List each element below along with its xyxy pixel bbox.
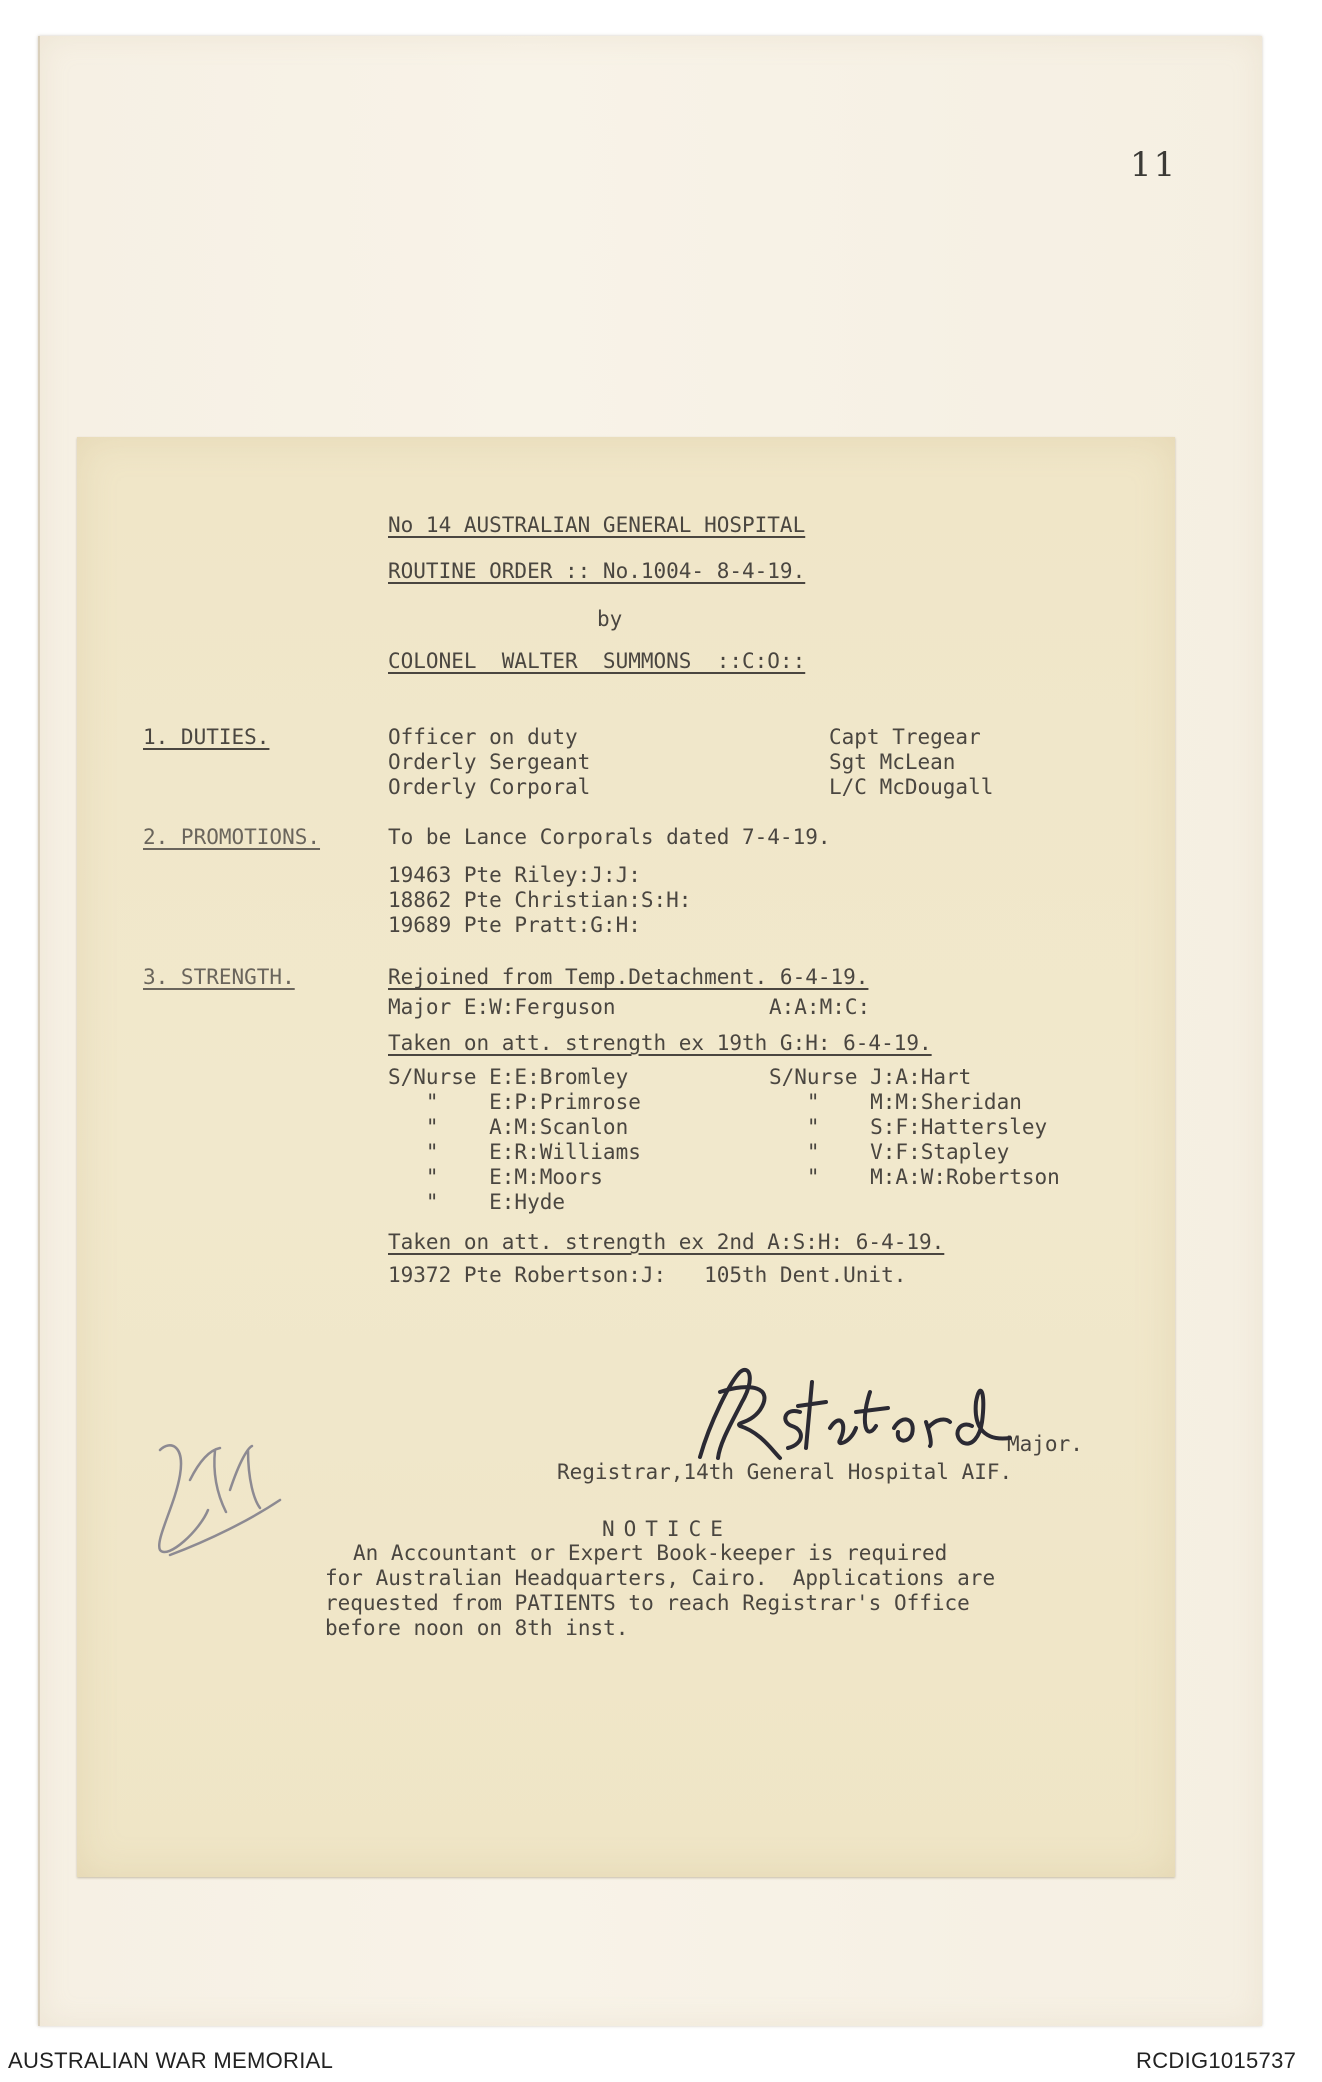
pencil-initials-mark — [130, 1420, 290, 1570]
footer-reference-id: RCDIG1015737 — [1136, 2048, 1297, 2073]
rejoined-name: Major E:W:Ferguson — [388, 995, 616, 1019]
duty-role: Orderly Sergeant — [388, 750, 591, 774]
notice-line: An Accountant or Expert Book-keeper is required — [353, 1541, 948, 1565]
promotions-heading: 2. PROMOTIONS. — [143, 825, 321, 849]
promoted-soldier: 18862 Pte Christian:S:H: — [388, 888, 692, 912]
attached-2nd-entry: 19372 Pte Robertson:J: 105th Dent.Unit. — [388, 1263, 907, 1287]
handwritten-signature — [680, 1362, 1020, 1472]
promoted-soldier: 19689 Pte Pratt:G:H: — [388, 913, 641, 937]
nurse-entry: " E:M:Moors — [388, 1165, 603, 1189]
page-number: 11 — [1130, 145, 1178, 185]
hospital-title: No 14 AUSTRALIAN GENERAL HOSPITAL — [388, 513, 806, 537]
nurse-entry: " S:F:Hattersley — [769, 1115, 1048, 1139]
duty-name: Capt Tregear — [829, 725, 981, 749]
commander-line: COLONEL WALTER SUMMONS ::C:O:: — [388, 649, 806, 673]
nurse-entry: " V:F:Stapley — [769, 1140, 1010, 1164]
rejoined-corps: A:A:M:C: — [769, 995, 871, 1019]
duty-name: L/C McDougall — [829, 775, 994, 799]
nurse-entry: " M:M:Sheridan — [769, 1090, 1022, 1114]
nurse-entry: " E:P:Primrose — [388, 1090, 641, 1114]
signatory-office: Registrar,14th General Hospital AIF. — [557, 1460, 1013, 1484]
promoted-soldier: 19463 Pte Riley:J:J: — [388, 863, 641, 887]
nurse-entry: " M:A:W:Robertson — [769, 1165, 1060, 1189]
duty-name: Sgt McLean — [829, 750, 956, 774]
strength-heading: 3. STRENGTH. — [143, 965, 295, 989]
notice-title: NOTICE — [602, 1517, 732, 1541]
by-line: by — [597, 607, 623, 631]
notice-line: for Australian Headquarters, Cairo. Applications are — [325, 1566, 996, 1590]
order-number: ROUTINE ORDER :: No.1004- 8-4-19. — [388, 559, 806, 583]
attached-19th-title: Taken on att. strength ex 19th G:H: 6-4-19. — [388, 1031, 932, 1055]
footer-archive-name: AUSTRALIAN WAR MEMORIAL — [8, 2048, 334, 2073]
duty-role: Officer on duty — [388, 725, 578, 749]
notice-line: requested from PATIENTS to reach Registrar's Office — [325, 1591, 970, 1615]
attached-2nd-title: Taken on att. strength ex 2nd A:S:H: 6-4-19. — [388, 1230, 945, 1254]
rejoined-title: Rejoined from Temp.Detachment. 6-4-19. — [388, 965, 869, 989]
signatory-rank: Major. — [1007, 1432, 1083, 1456]
nurse-entry: " E:Hyde — [388, 1190, 566, 1214]
nurse-entry: S/Nurse J:A:Hart — [769, 1065, 972, 1089]
routine-order-sheet — [77, 437, 1175, 1877]
nurse-entry: S/Nurse E:E:Bromley — [388, 1065, 629, 1089]
duty-role: Orderly Corporal — [388, 775, 591, 799]
notice-line: before noon on 8th inst. — [325, 1616, 629, 1640]
duties-heading: 1. DUTIES. — [143, 725, 270, 749]
nurse-entry: " A:M:Scanlon — [388, 1115, 629, 1139]
nurse-entry: " E:R:Williams — [388, 1140, 641, 1164]
promotions-intro: To be Lance Corporals dated 7-4-19. — [388, 825, 831, 849]
